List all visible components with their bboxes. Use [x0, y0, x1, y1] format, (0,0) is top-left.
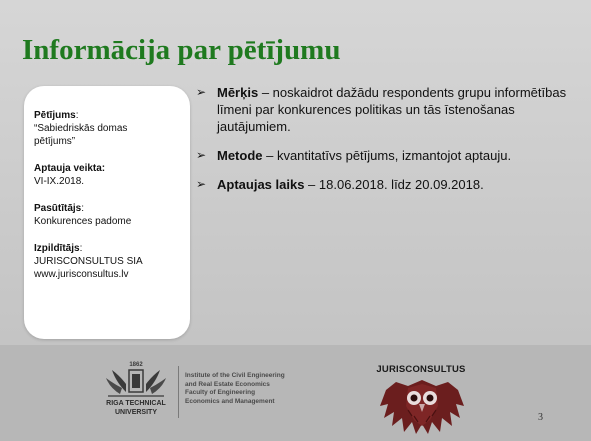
rtu-name-line-1: RIGA TECHNICAL	[106, 400, 166, 407]
rtu-name-line-2: UNIVERSITY	[114, 409, 157, 416]
bullet-term-survey-time: Aptaujas laiks	[217, 177, 305, 192]
info-label-contractor: Izpildītājs	[34, 243, 80, 254]
bullet-item-goal	[196, 84, 576, 135]
info-label-study: Pētījums	[34, 110, 76, 121]
bullet-text-goal: – noskaidrot dažādu respondents grupu informētības līmeni par konkurences politikas un tās īstenošanas jautājumiem.	[217, 85, 567, 134]
info-label-client-separator: :	[81, 203, 85, 214]
rtu-name	[102, 399, 170, 417]
info-value-study-line-2: pētījums”	[34, 136, 76, 147]
info-value-client: Konkurences padome	[34, 216, 132, 227]
bullet-text-survey-time: – 18.06.2018. līdz 20.09.2018.	[304, 177, 484, 192]
info-group-survey-period	[34, 162, 180, 188]
info-value-survey-period: VI-IX.2018.	[34, 176, 85, 187]
bullet-text-method: – kvantitatīvs pētījums, izmantojot aptauju.	[262, 148, 512, 163]
info-label-contractor-separator: :	[79, 243, 83, 254]
info-value-contractor-name: JURISCONSULTUS SIA	[34, 256, 143, 267]
rtu-year: 1862	[129, 362, 143, 368]
rtu-emblem-icon	[102, 364, 170, 400]
page-number: 3	[538, 412, 543, 423]
jurisconsultus-name: JURISCONSULTUS	[376, 364, 466, 375]
faculty-text	[185, 372, 335, 406]
bullet-term-method: Metode	[217, 148, 263, 163]
info-group-contractor	[34, 242, 180, 281]
bullet-item-survey-time	[196, 176, 576, 193]
arrowhead-bullet-icon: ➢	[196, 177, 207, 191]
info-label-survey-period: Aptauja veikta:	[34, 163, 106, 174]
info-label-study-separator: :	[75, 110, 79, 121]
slide-title: Informācija par pētījumu	[22, 34, 341, 66]
info-group-client	[34, 202, 180, 228]
info-label-client: Pasūtītājs	[34, 203, 82, 214]
faculty-line-3: Faculty of Engineering	[185, 389, 256, 396]
info-value-study-line-1: “Sabiedriskās domas	[34, 123, 128, 134]
info-group-study	[34, 109, 180, 148]
bullet-term-goal: Mērķis	[217, 85, 259, 100]
faculty-line-4: Economics and Management	[185, 397, 275, 405]
info-value-contractor-website: www.jurisconsultus.lv	[34, 269, 129, 280]
bullet-list	[196, 84, 576, 205]
faculty-line-2: and Real Estate Economics	[185, 380, 270, 388]
info-panel	[24, 86, 190, 339]
bullet-item-method	[196, 147, 576, 164]
footer-divider	[178, 366, 179, 418]
arrowhead-bullet-icon: ➢	[196, 148, 207, 162]
rtu-logo	[102, 362, 170, 420]
arrowhead-bullet-icon: ➢	[196, 85, 207, 99]
faculty-line-1: Institute of the Civil Engineering	[185, 372, 285, 379]
owl-logo-icon	[378, 376, 466, 436]
